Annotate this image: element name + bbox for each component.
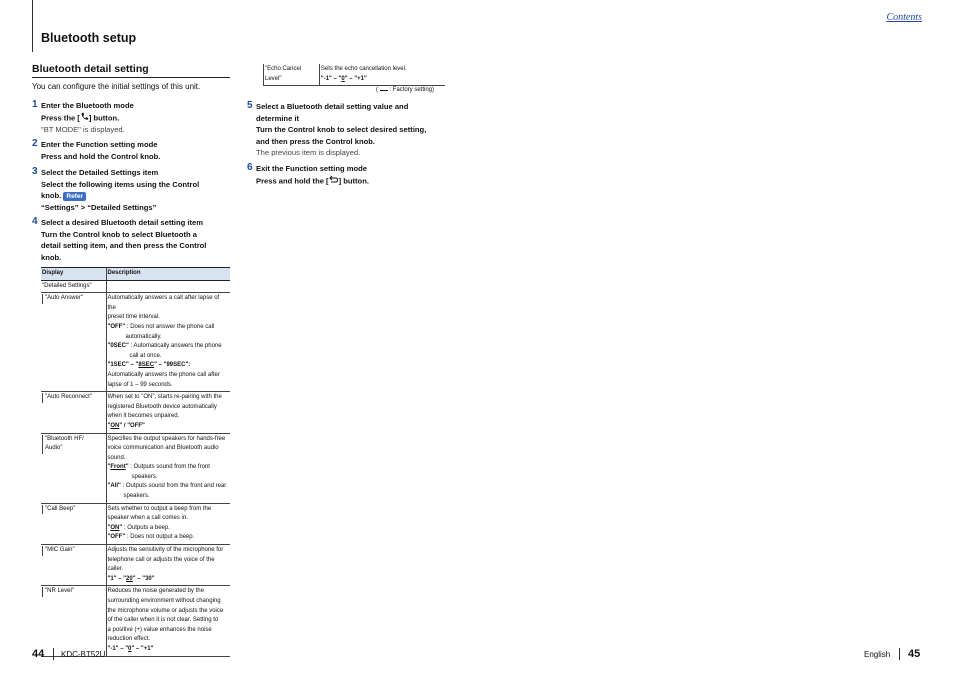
setting-description: Sets the echo cancellation level. "-1" – "0" – "+1" — [319, 64, 445, 86]
step-title: Select a Bluetooth detail setting value and — [256, 102, 409, 111]
step-number: 3 — [32, 166, 38, 177]
step-text: Select the following items using the Control — [41, 179, 200, 189]
step-text: ] button. — [338, 175, 369, 185]
step-title: Select the Detailed Settings item — [41, 168, 159, 177]
table-header — [41, 268, 230, 281]
setting-name: "Echo Cancel Level" — [264, 64, 320, 86]
step-4 — [32, 217, 206, 263]
step-number: 6 — [247, 162, 253, 173]
echo-table — [263, 64, 445, 86]
footer-divider — [53, 648, 54, 660]
step-6 — [247, 163, 369, 187]
footer-divider — [899, 648, 900, 660]
setting-description: Sets whether to output a beep from the speaker when a call comes in. "ON" : Outputs a beep. "OFF" : Does not output a beep. — [106, 503, 230, 544]
step-2 — [32, 139, 160, 162]
setting-description: Reduces the noise generated by the surrounding environment without changing the microphone volume or adjusts the voice of the caller when it is not clear. Setting to a positive (+) value enhances the noise reduction effect. "-1" – "0" – "+1" — [106, 586, 230, 656]
step-text: Turn the Control knob to select Bluetooth a — [41, 229, 197, 239]
column-header-description: Description — [106, 268, 230, 281]
step-text: Press and hold the [ — [256, 175, 329, 185]
chevron-right-icon: > — [80, 202, 86, 212]
menu-path-detailed: “Detailed Settings” — [87, 202, 157, 212]
table-row — [264, 64, 446, 86]
table-group-row — [41, 280, 230, 293]
step-text: Press the [ — [41, 112, 80, 122]
intro-text: You can configure the initial settings of this unit. — [32, 82, 201, 91]
step-text: Turn the Control knob to select desired setting, — [256, 125, 427, 134]
setting-name: "NR Level" — [41, 586, 106, 656]
step-text: detail setting item, and then press the Control — [41, 241, 207, 250]
header-rule — [32, 0, 33, 52]
table-row — [41, 503, 230, 544]
refer-badge[interactable]: Refer — [63, 192, 86, 201]
table-row — [41, 392, 230, 433]
section-title: Bluetooth setup — [41, 31, 137, 45]
step-note: The previous item is displayed. — [256, 148, 361, 157]
step-number: 2 — [32, 138, 38, 149]
page-number-right: 45 — [908, 648, 921, 660]
step-3 — [32, 167, 199, 213]
step-number: 5 — [247, 100, 253, 111]
group-label: "Detailed Settings" — [42, 282, 92, 289]
step-text: Press and hold the Control knob. — [41, 151, 161, 161]
setting-name: "MIC Gain" — [41, 545, 106, 586]
table-row — [41, 586, 230, 656]
step-text: knob. — [41, 191, 62, 200]
menu-path-settings: “Settings” — [41, 202, 79, 212]
setting-description: Automatically answers a call after lapse of the preset time interval. "OFF" : Does not answer the phone call automatically. "0SEC" : Automatically answers the phone call at once. "1SEC" – "8SEC" – "99SEC": Automatically answers the phone call after lapse of 1 – 99 seconds. — [106, 293, 230, 392]
settings-table — [41, 267, 230, 657]
setting-description: Adjusts the sensitivity of the microphone for telephone call or adjusts the voice of the caller. "1" – "20" – "30" — [106, 545, 230, 586]
return-icon — [329, 175, 339, 188]
setting-name: "Auto Answer" — [41, 293, 106, 392]
setting-description: When set to "ON", starts re-pairing with the registered Bluetooth device automatically when it becomes unpaired. "ON" / "OFF" — [106, 392, 230, 433]
subheading: Bluetooth detail setting — [32, 63, 230, 78]
step-text: knob. — [41, 252, 62, 262]
step-5 — [247, 101, 426, 159]
step-title: Exit the Function setting mode — [256, 164, 367, 173]
column-header-display: Display — [41, 268, 106, 281]
table-row — [41, 293, 230, 392]
step-title: Enter the Bluetooth mode — [41, 101, 134, 110]
step-title: Select a desired Bluetooth detail setting item — [41, 218, 204, 227]
page-number-left: 44 — [32, 648, 45, 660]
step-title: determine it — [256, 113, 300, 123]
step-title: Enter the Function setting mode — [41, 140, 158, 149]
step-text: and then press the Control knob. — [256, 136, 375, 146]
table-row — [41, 545, 230, 586]
setting-name: "Call Beep" — [41, 503, 106, 544]
step-number: 4 — [32, 216, 38, 227]
factory-setting-note: ( : Factory setting) — [376, 87, 435, 93]
language-label: English — [864, 650, 891, 659]
setting-description: Specifies the output speakers for hands-free voice communication and Bluetooth audio sound. "Front" : Outputs sound from the front speakers. "All" : Outputs sound from the front and rear speakers. — [106, 433, 230, 503]
setting-name: "Bluetooth HF/ Audio" — [41, 433, 106, 503]
model-name: KDC-BT52U — [61, 650, 106, 659]
setting-name: "Auto Reconnect" — [41, 392, 106, 433]
contents-link[interactable]: Contents — [886, 12, 922, 23]
step-number: 1 — [32, 99, 38, 110]
step-text: ] button. — [88, 112, 120, 122]
step-note: "BT MODE" is displayed. — [41, 125, 125, 134]
step-1 — [32, 100, 134, 136]
phone-icon — [80, 112, 89, 125]
table-row — [41, 433, 230, 503]
